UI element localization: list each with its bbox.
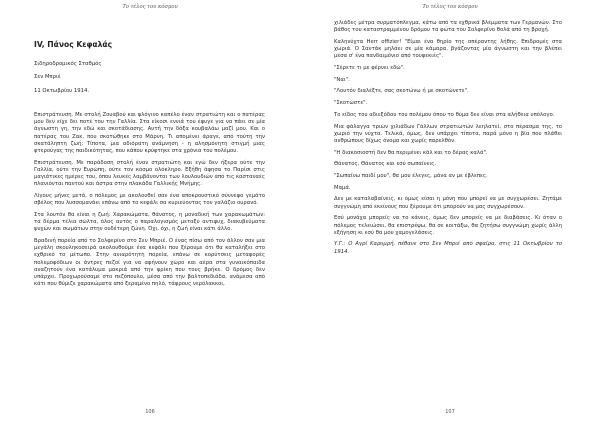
paragraph: "Σωπαίνω παιδί μου", θα μου έλεγες, μάνα αν με έβλεπες. [334,173,488,180]
page-number-left: 106 [145,409,155,415]
right-page [300,0,600,424]
date-line: 11 Οκτωβρίου 1914. [34,87,90,94]
location-line: Σιδηροδρομικός Σταθμός [34,61,102,67]
place-line: Σεν Μπριέ [34,74,61,81]
paragraph: Επιστράτευση. Με στολή Ζουαβού και φλόγινο καπέλο έναν στρατιώτη και ο πατέρας μου δεν είχε δει ποτέ του την Γαλλία. Στα είκοσι εννιά του έφυγε για να πάει σε μία άγνωστη γη, την εδώ και σκοτάδιασης. Αυτή την δόξα κουβαλάω μαζί μου. Και ο πατέρας του Ζακ, που σκοτώθηκε στο Μάρνη. Τι απομένει άραγε, από τούτη την σκατάληπτη ζωή; Τίποτα, μια αδιόρατη ανάμνηση - η αλησμόνητη στιγμή μιας φτερούγας της παιδικότητας, που κάπου κρύφτηκε στα χρόνια του πολέμου. [34,111,265,154]
paragraph: Μαμά. [334,184,351,191]
paragraph: Στα λουτόν θα είναι η ζωή: Χαρακώματα, θάνατος, η μοναδική των χαρακωμάτων: τα δέρμα τέλια σώλτα, όλος αυτός ο παραλογισμός μεταξύ αντιψυχ, διακυβεύματα ψυχών και σωμάτων στην ουδέτερη ζώνη. Όχι, όχι, η ζωή είναι κάτι άλλο. [34,211,265,233]
paragraph: Θάνατος, Θάνατος και εσύ σωπαίνεις. [334,161,437,168]
paragraph: "Λουτόν διαλέξτε, σας σκοτώνω ή με σκοτώνετε". [334,88,469,95]
paragraph: Εσύ μονάχα μπορείς να το κάνεις, όμως δεν μπορείς να με διαβάσεις. Κι όταν ο πόλεμος τελειώσει, θα επιστρέψω, θα σε κοιτάξω, θα ζητήσω συγγνώμη χωρίς άλλη εξήγηση κι εσύ θα μου χαμογελάσεις. [334,215,562,236]
paragraph: Βραδινή πορεία από το Σολφερίνο στο Σεν Μπριέ. Ο ένας πίσω από τον άλλον σαν μια μεγάλη σκουληκοσειρά ακολουθούμε ένα κεφάλι που ξέρουμε ότι θα καταλήξει στο εχθρικό το μέτωπο. Στην ανιαρότητη πορεία, επάνω σε κορύτσεις μεταφορές πολεμοφόδιων οι άντρες πεζοί για να αφήνουν χώρο και αέρα στα γυναικόπαιδα αναζητούν ένα κατάλυμα μακριά από την φρίκη που τους βρήκε. Ο δρόμος δεν υπάρχει. Προχωρούσαμε στο πεζόπουλο, μέσα από την βαλτοπεδιάδα, ανάμεσα από κάτι που θύμιζε χαρακώματα από ξεραμένο πηλό, τάφρους νερόλακκοι, [34,237,265,288]
page-number-right: 107 [445,409,455,415]
paragraph: "Η διακοσιοστή δεν θα περιμένει κάλ και το δέρας καλά". [334,149,488,156]
running-head-left: Το τέλος του κόσμου [122,4,178,10]
paragraph: "Ναι". [334,76,350,83]
paragraph: "Σκοτώστε". [334,100,368,107]
chapter-title: IV, Πάνος Κεφαλάς [34,40,113,49]
postscript-signature: Υ.Γ.: Ο Αγρί Καρυμρή, πέθανε στο Σεν Μπριέ από σφαίρα, στις 11 Οκτωβρίου το 1914. [334,241,562,255]
spacer [34,100,265,112]
paragraph: χιλιάδες μέτρα συρματόπλεγμα, κάτω από τα εχθρικά βλέμματα των Γερμανών. Στο βάθος του καταστραμμένου δρόμου τα φώτα του Σολφερίνο θολά από τη βροχή. [334,20,562,34]
paragraph: Μια φάλαγγα τριών χιλιάδων Γάλλων στρατιωτών λεηλατεί, στο πέρασμα της, το χωριό την νύχτα. Τελικά, όμως, δεν υπάρχει τίποτα, παρά μόνο η βία που πλάθει ανθρώπους δίχως όνομα και χωρίς παρελθόν. [334,123,562,144]
paragraph: Το είδος του αδιεξόδου του πολέμου όπου το θύμα δεν είναι στα αλήθεια υπόλογο. [334,111,555,118]
left-text-block [34,40,265,293]
running-head-right: Το τέλος του κόσμου [422,4,478,10]
right-text-block [334,20,562,260]
paragraph: Καληνύχτα Herr offizier! "Είμαι ένα θηρίο της απέραντης λήθης. Επιδρομές στα χωριά. Ο Σαντάκ μηλάει σε μία κάμαρα, βγάζοντας μία άγνωστη και την βλέπει μέσα σ' ένα πανδαιμόνιο από τουφεκιές". [334,38,562,60]
paragraph: "Σέρετε τι με φέρνει εδώ". [334,65,405,72]
paragraph: Επιστράτευση. Με παράδοση στολή έναν στρατιώτη και εγώ δεν ήξερα ούτε την Γαλλία, ούτε την Ευρώπη, ούτε τον κόσμο ολόκληρο. Εξήθη άφησα το Παρίσι στις μαγιάτικες ημέρες του, όπου λευκές λαμβάνονται των λουλουδιών από τις κασταναές πλανιόνται παντού και άστρα στην πλακάδα Γαλλικής Μνήμης. [34,159,265,188]
paragraph: Λίγους μήνες μετά, ο πόλεμος με ακολουθεί σαν ένα αποκρουστικό σύννεφο γεμάτο σβέλος που λυσσομανάει επάνω από το κεφάλι σα κυριεύοντας τον γαλάζιο ουρανό. [34,192,265,207]
paragraph: Δεν με καταλαβαίνεις, κι όμως είσαι η μόνη που μπορεί να με συγχωρέσει. Ζητάμε συγγνώμη από εκείνους που ξέρουμε ότι μπορούν να μας συγχωρέσουν. [334,196,562,210]
